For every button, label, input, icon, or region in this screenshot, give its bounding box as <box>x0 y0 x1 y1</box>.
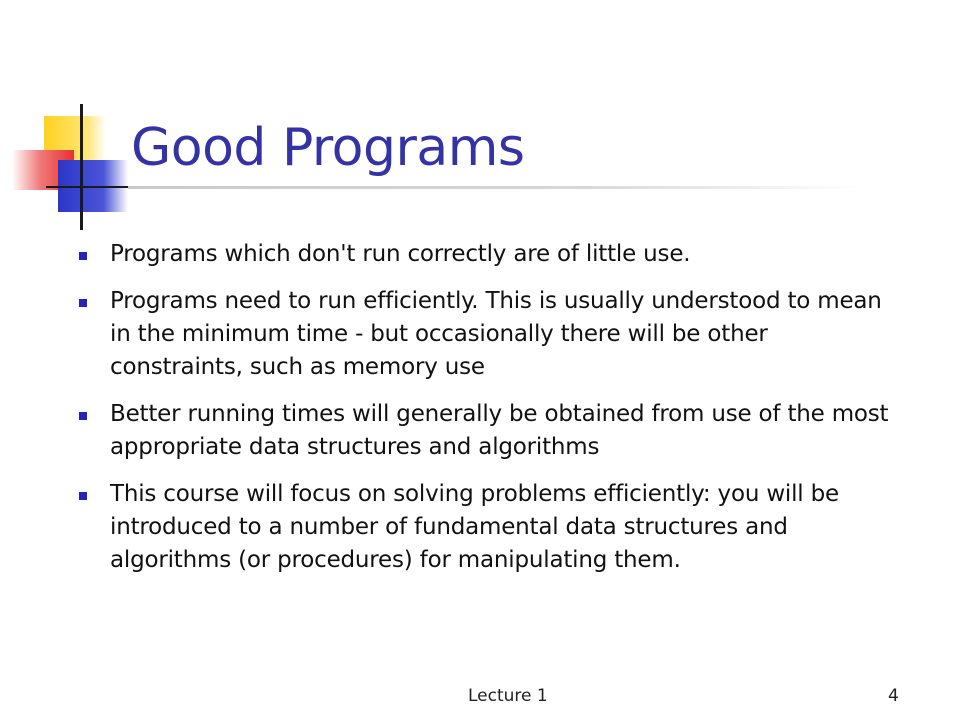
bullet-item <box>72 398 892 464</box>
bullet-list <box>72 238 892 591</box>
bullet-marker-icon <box>79 252 87 260</box>
bullet-text: Programs which don't run correctly are of little use. <box>110 241 691 267</box>
bullet-marker-icon <box>79 412 87 420</box>
bullet-item <box>72 238 892 271</box>
bullet-text: This course will focus on solving problems efficiently: you will be introduced to a number of fundamental data structures and algorithms (or procedures) for manipulating them. <box>110 481 839 573</box>
footer-lecture-title: Lecture 1 <box>468 686 548 706</box>
bullet-item <box>72 285 892 384</box>
footer-page-number: 4 <box>888 686 899 706</box>
slide-title: Good Programs <box>131 118 525 178</box>
bullet-text: Programs need to run efficiently. This is usually understood to mean in the minimum time - but occasionally there will be other constraints, such as memory use <box>110 288 882 380</box>
bullet-text: Better running times will generally be obtained from use of the most appropriate data structures and algorithms <box>110 401 889 460</box>
corner-decoration <box>0 0 140 230</box>
bullet-marker-icon <box>79 492 87 500</box>
vertical-line-decoration <box>80 104 83 230</box>
title-underline <box>128 186 868 189</box>
bullet-marker-icon <box>79 299 87 307</box>
bullet-item <box>72 478 892 577</box>
